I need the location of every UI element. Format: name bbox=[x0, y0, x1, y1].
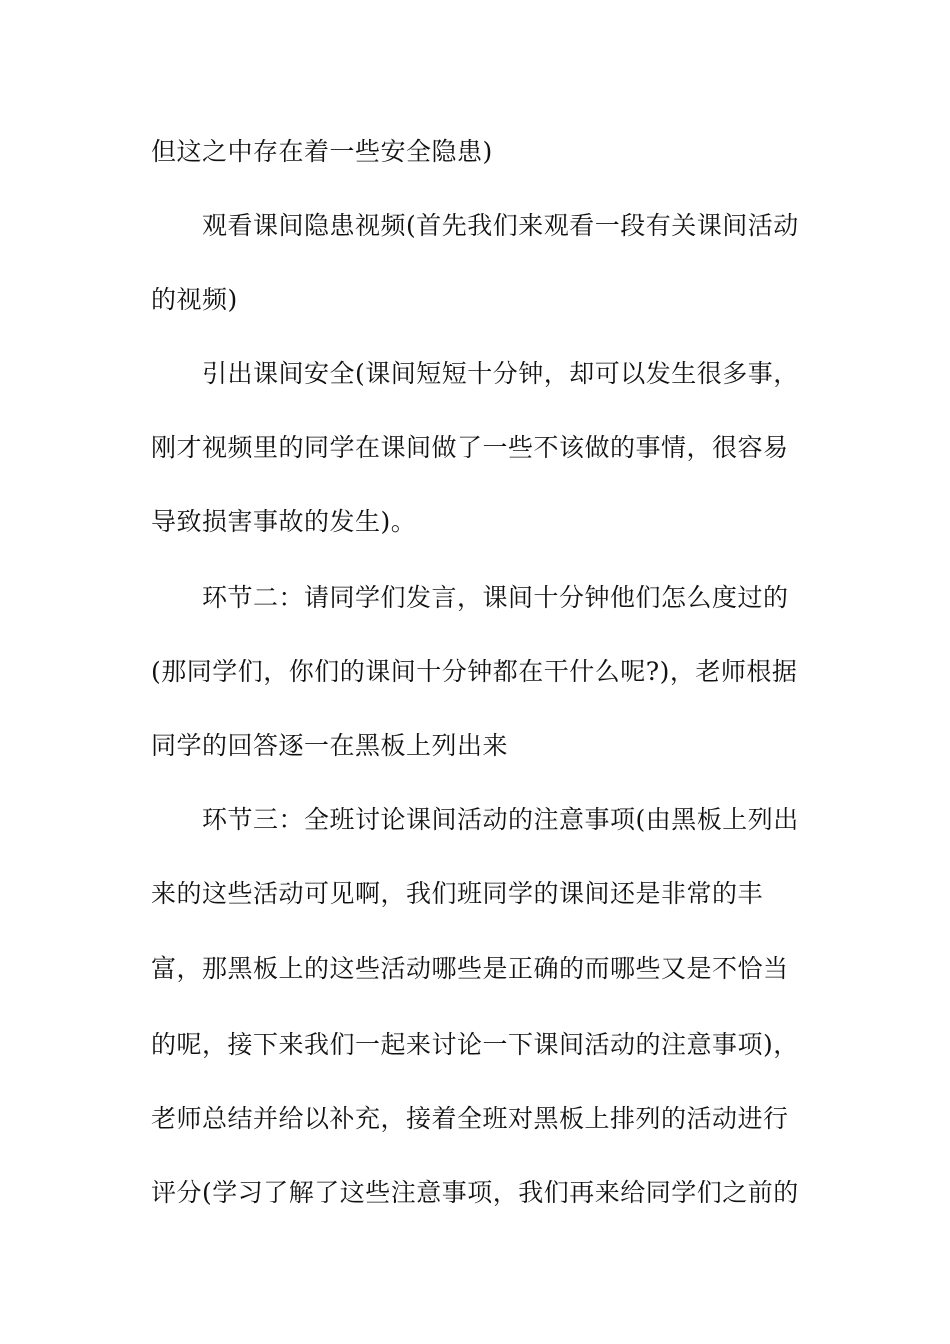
text-line: 的呢，接下来我们一起来讨论一下课间活动的注意事项)， bbox=[151, 1030, 799, 1059]
text-line: 但这之中存在着一些安全隐患) bbox=[151, 137, 493, 166]
text-line: 引出课间安全(课间短短十分钟，却可以发生很多事， bbox=[202, 359, 799, 388]
text-line: 老师总结并给以补充，接着全班对黑板上排列的活动进行 bbox=[151, 1104, 789, 1133]
text-line: 富，那黑板上的这些活动哪些是正确的而哪些又是不恰当 bbox=[151, 954, 789, 983]
text-line: 观看课间隐患视频(首先我们来观看一段有关课间活动 bbox=[202, 211, 799, 240]
text-line: 的视频) bbox=[151, 285, 238, 314]
text-line: 环节三：全班讨论课间活动的注意事项(由黑板上列出 bbox=[202, 805, 799, 834]
text-line: (那同学们，你们的课间十分钟都在干什么呢?)，老师根据 bbox=[151, 657, 798, 686]
text-line: 来的这些活动可见啊，我们班同学的课间还是非常的丰 bbox=[151, 879, 764, 908]
text-line: 导致损害事故的发生)。 bbox=[151, 507, 417, 536]
text-line: 环节二：请同学们发言，课间十分钟他们怎么度过的 bbox=[202, 583, 789, 612]
text-line: 评分(学习了解了这些注意事项，我们再来给同学们之前的 bbox=[151, 1178, 799, 1207]
text-line: 刚才视频里的同学在课间做了一些不该做的事情，很容易 bbox=[151, 433, 789, 462]
text-line: 同学的回答逐一在黑板上列出来 bbox=[151, 731, 509, 760]
